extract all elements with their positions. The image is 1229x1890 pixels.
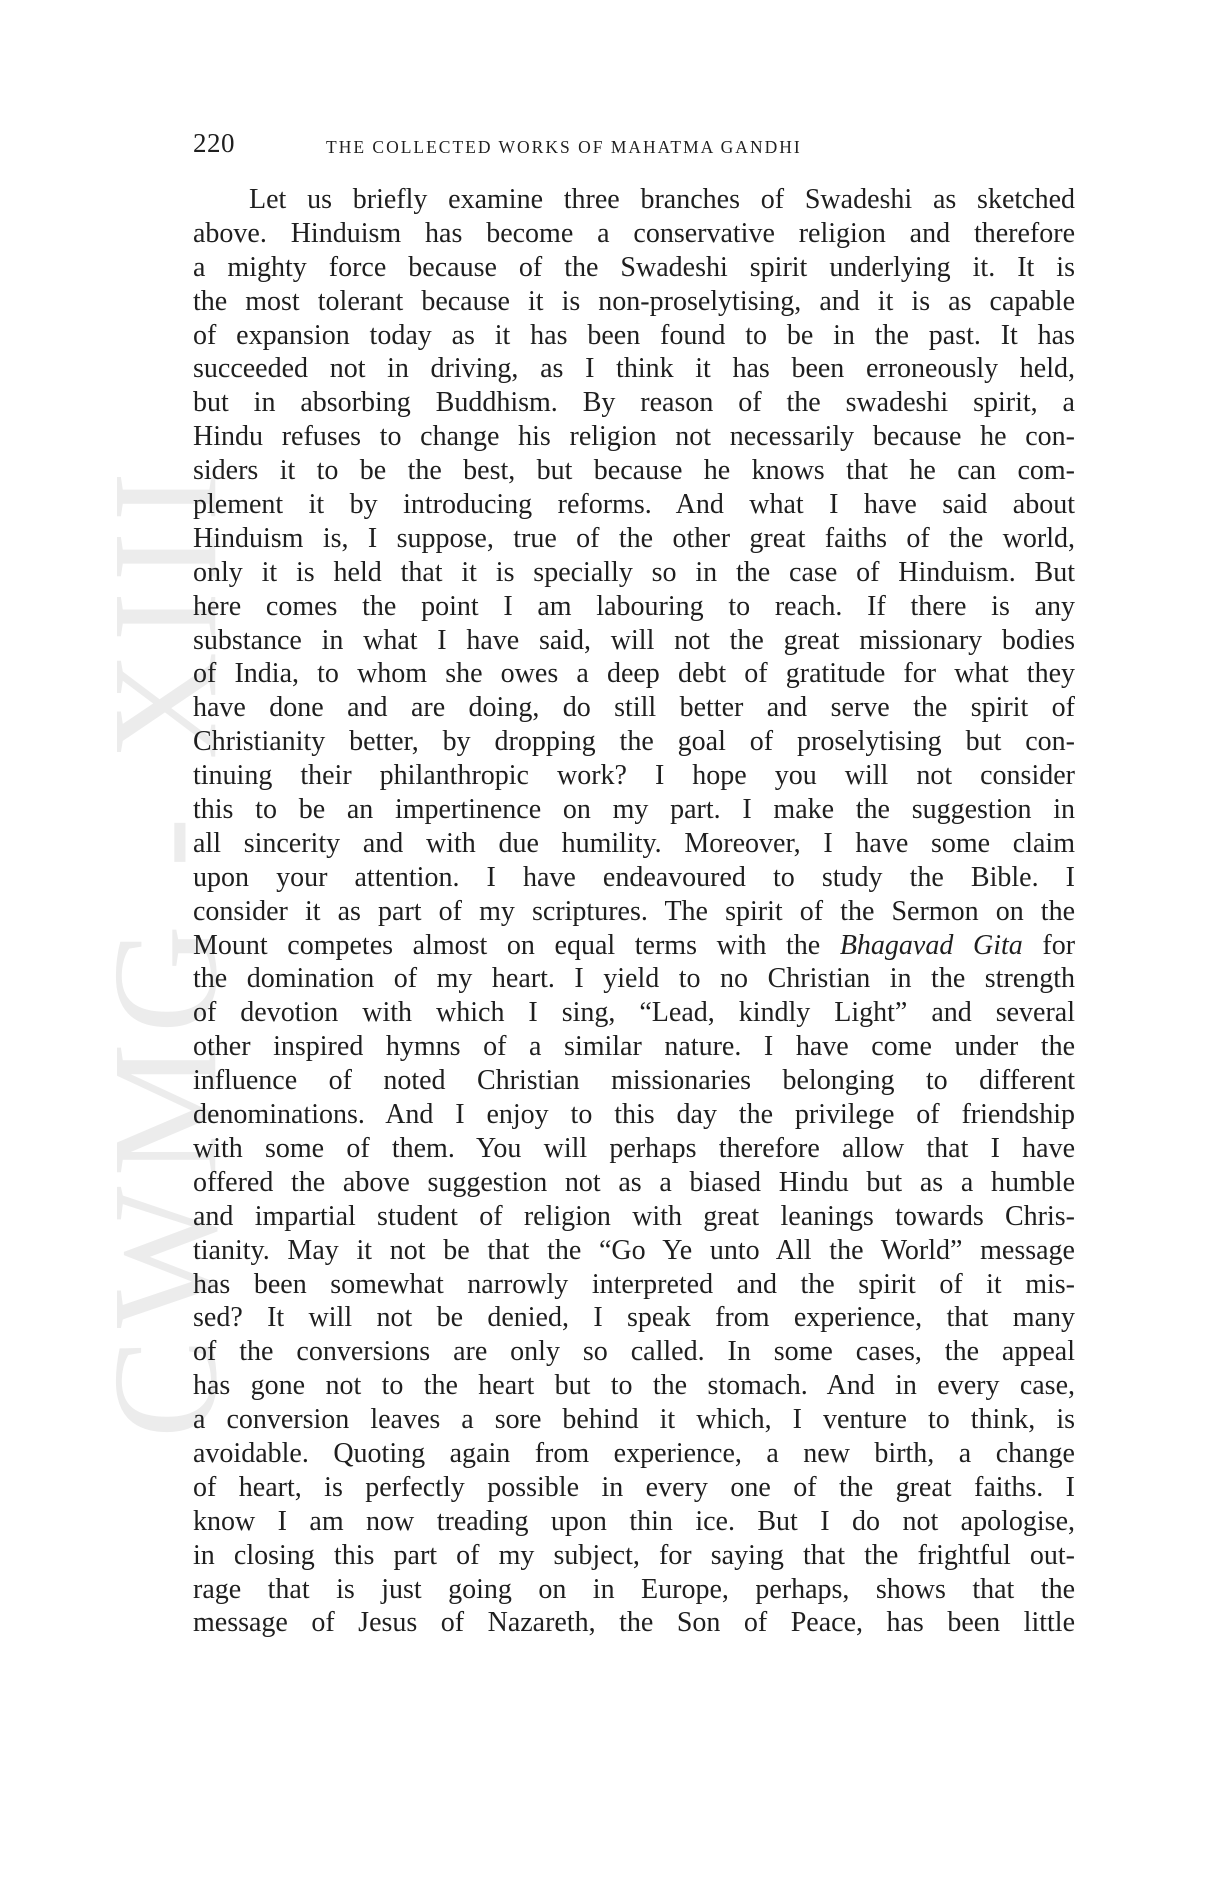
text-line: a conversion leaves a sore behind it which, I venture to think, is	[193, 1404, 1075, 1436]
text-line: but in absorbing Buddhism. By reason of the swadeshi spirit, a	[193, 387, 1075, 419]
text-segment: for	[1042, 929, 1076, 961]
text-line: Christianity better, by dropping the goal of proselytising but con-	[193, 726, 1075, 758]
text-line: sed? It will not be denied, I speak from experience, that many	[193, 1302, 1075, 1334]
text-line: the most tolerant because it is non-proselytising, and it is as capable	[193, 285, 1075, 317]
text-line: denominations. And I enjoy to this day the privilege of friendship	[193, 1099, 1075, 1131]
text-line: avoidable. Quoting again from experience, a new birth, a change	[193, 1437, 1075, 1469]
text-line: Hindu refuses to change his religion not necessarily because he con-	[193, 421, 1075, 453]
text-line: plement it by introducing reforms. And what I have said about	[193, 489, 1075, 521]
text-line: of heart, is perfectly possible in every one of the great faiths. I	[193, 1471, 1075, 1503]
text-line: of India, to whom she owes a deep debt of gratitude for what they	[193, 658, 1075, 690]
text-line: and impartial student of religion with great leanings towards Chris-	[193, 1200, 1075, 1232]
text-line: of expansion today as it has been found to be in the past. It has	[193, 319, 1075, 351]
text-line: the domination of my heart. I yield to no Christian in the strength	[193, 963, 1075, 995]
text-line: siders it to be the best, but because he knows that he can com-	[193, 455, 1075, 487]
text-line-mixed	[193, 929, 1075, 963]
text-line: influence of noted Christian missionaries belonging to different	[193, 1065, 1075, 1097]
text-line: Hinduism is, I suppose, true of the other great faiths of the world,	[193, 522, 1075, 554]
watermark-text: CWMG - XIII	[82, 461, 248, 1439]
text-line: upon your attention. I have endeavoured to study the Bible. I	[193, 861, 1075, 893]
text-line: rage that is just going on in Europe, perhaps, shows that the	[193, 1573, 1075, 1605]
text-line: in closing this part of my subject, for saying that the frightful out-	[193, 1539, 1075, 1571]
text-line: substance in what I have said, will not the great missionary bodies	[193, 624, 1075, 656]
text-line: consider it as part of my scriptures. The spirit of the Sermon on the	[193, 895, 1075, 927]
body-paragraph	[193, 183, 1075, 1640]
text-line: have done and are doing, do still better and serve the spirit of	[193, 692, 1075, 724]
text-line: of the conversions are only so called. In some cases, the appeal	[193, 1336, 1075, 1368]
text-line: has gone not to the heart but to the stomach. And in every case,	[193, 1370, 1075, 1402]
text-line: only it is held that it is specially so in the case of Hinduism. But	[193, 556, 1075, 588]
text-line: all sincerity and with due humility. Moreover, I have some claim	[193, 827, 1075, 859]
text-line: above. Hinduism has become a conservative religion and therefore	[193, 217, 1075, 249]
page-header	[193, 128, 1073, 168]
running-head: THE COLLECTED WORKS OF MAHATMA GANDHI	[326, 137, 802, 157]
text-line: here comes the point I am labouring to reach. If there is any	[193, 590, 1075, 622]
text-line: tianity. May it not be that the “Go Ye unto All the World” message	[193, 1234, 1075, 1266]
book-title: Bhagavad Gita	[839, 929, 1023, 961]
text-line: has been somewhat narrowly interpreted and the spirit of it mis-	[193, 1268, 1075, 1300]
text-line: with some of them. You will perhaps therefore allow that I have	[193, 1132, 1075, 1164]
text-line: tinuing their philanthropic work? I hope you will not consider	[193, 760, 1075, 792]
text-line: a mighty force because of the Swadeshi spirit underlying it. It is	[193, 251, 1075, 283]
text-line: offered the above suggestion not as a biased Hindu but as a humble	[193, 1166, 1075, 1198]
text-line: Let us briefly examine three branches of Swadeshi as sketched	[249, 184, 1075, 215]
text-line: other inspired hymns of a similar nature. I have come under the	[193, 1031, 1075, 1063]
text-line: succeeded not in driving, as I think it has been erroneously held,	[193, 353, 1075, 385]
page-number: 220	[193, 128, 235, 158]
text-line: message of Jesus of Nazareth, the Son of Peace, has been little	[193, 1607, 1075, 1639]
text-line: this to be an impertinence on my part. I make the suggestion in	[193, 794, 1075, 826]
text-line: of devotion with which I sing, “Lead, kindly Light” and several	[193, 997, 1075, 1029]
text-line: know I am now treading upon thin ice. But I do not apologise,	[193, 1505, 1075, 1537]
text-segment: Mount competes almost on equal terms with the	[193, 929, 821, 961]
